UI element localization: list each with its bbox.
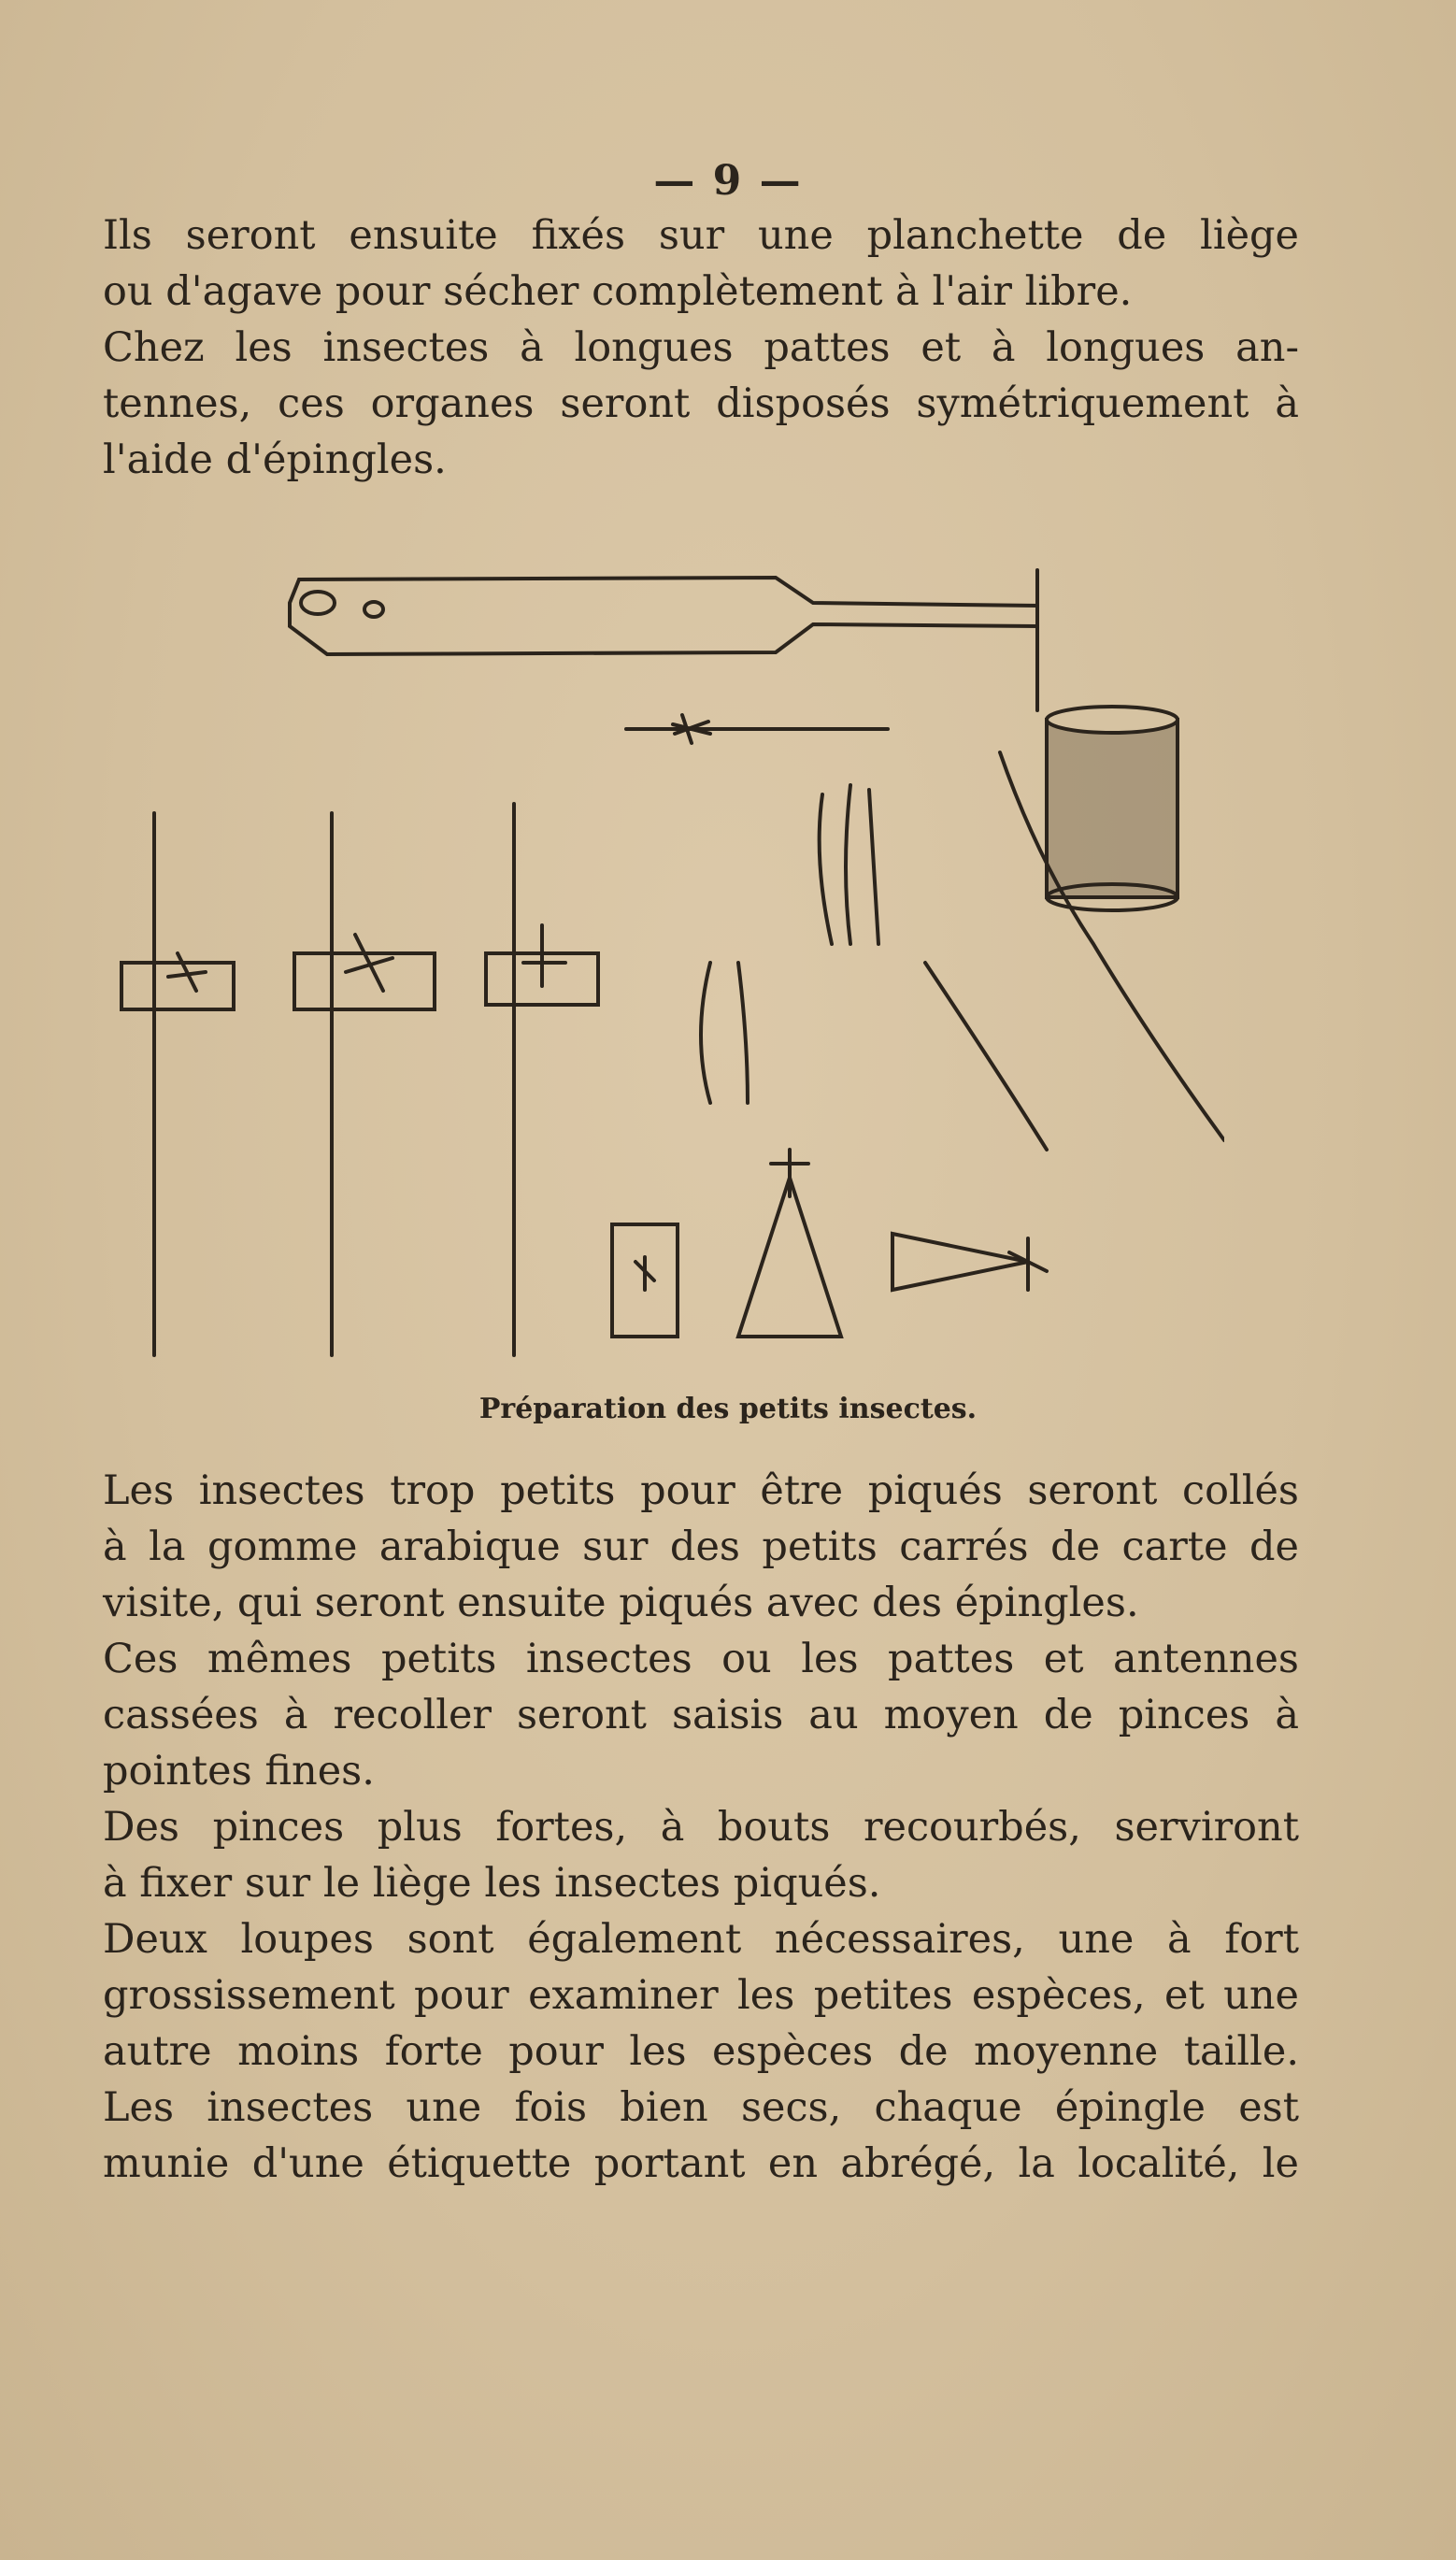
text-line: l'aide d'épingles. bbox=[103, 436, 447, 483]
pinning-block-icon bbox=[294, 813, 435, 1355]
text-line: Les insectes trop petits pour être piqués seront collés bbox=[103, 1467, 1299, 1514]
text-line: munie d'une étiquette portant en abrégé, la localité, le bbox=[103, 2140, 1299, 2187]
text-line: ou d'agave pour sécher complètement à l'air libre. bbox=[103, 268, 1133, 315]
intro-paragraphs bbox=[103, 207, 1299, 488]
triangle-card-icon bbox=[738, 1150, 841, 1337]
text-line: grossissement pour examiner les petites espèces, et une bbox=[103, 1972, 1299, 2019]
text-line: Chez les insectes à longues pattes et à longues an- bbox=[103, 324, 1299, 371]
page-number: — 9 — bbox=[653, 157, 803, 205]
text-line: pointes fines. bbox=[103, 1748, 375, 1795]
text-line: Ils seront ensuite fixés sur une planchette de liège bbox=[103, 212, 1299, 259]
text-line: Les insectes une fois bien secs, chaque épingle est bbox=[103, 2084, 1299, 2131]
text-line: visite, qui seront ensuite piqués avec des épingles. bbox=[103, 1580, 1139, 1626]
text-line: cassées à recoller seront saisis au moyen de pinces à bbox=[103, 1692, 1299, 1738]
text-line: Des pinces plus fortes, à bouts recourbés, serviront bbox=[103, 1804, 1299, 1851]
card-square-icon bbox=[612, 1224, 678, 1337]
board-tool-icon bbox=[290, 570, 1037, 710]
cork-cylinder-icon bbox=[1047, 707, 1178, 910]
text-line: Ces mêmes petits insectes ou les pattes et antennes bbox=[103, 1636, 1299, 1682]
pinned-insect-icon bbox=[626, 715, 888, 743]
forceps-icon bbox=[701, 785, 878, 1103]
insect-preparation-illustration bbox=[103, 551, 1224, 1365]
pinning-block-icon bbox=[486, 804, 598, 1355]
text-line: à fixer sur le liège les insectes piqués. bbox=[103, 1860, 881, 1907]
text-line: tennes, ces organes seront disposés symétriquement à bbox=[103, 380, 1299, 427]
text-line: autre moins forte pour les espèces de moyenne taille. bbox=[103, 2028, 1299, 2075]
text-line: Deux loupes sont également nécessaires, une à fort bbox=[103, 1916, 1299, 1963]
figure-caption: Préparation des petits insectes. bbox=[478, 1393, 978, 1425]
text-line: à la gomme arabique sur des petits carrés de carte de bbox=[103, 1523, 1299, 1570]
triangle-card-icon bbox=[892, 1234, 1047, 1290]
pinning-block-icon bbox=[121, 813, 234, 1355]
body-paragraphs bbox=[103, 1463, 1299, 2192]
